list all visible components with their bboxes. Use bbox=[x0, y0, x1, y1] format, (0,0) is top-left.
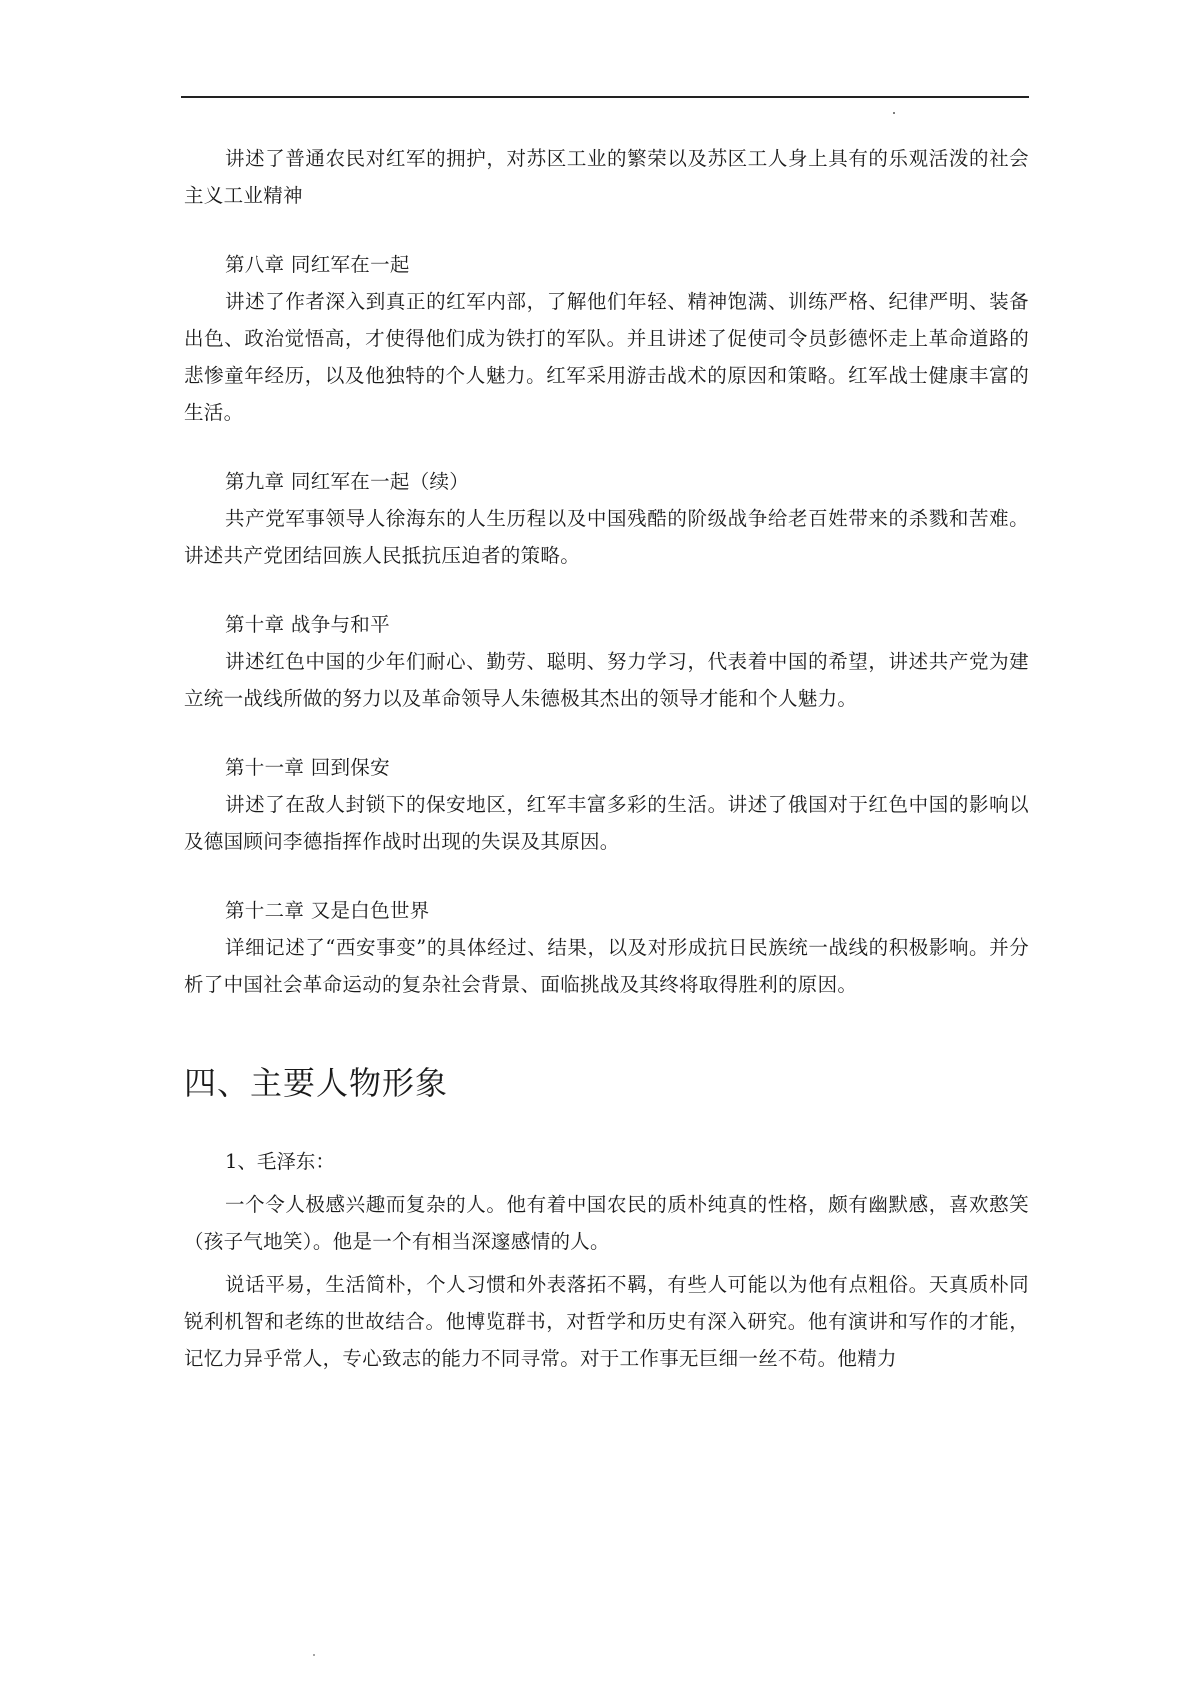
chapter-10-title: 第十章 战争与和平 bbox=[225, 613, 390, 636]
chapter-9-title: 第九章 同红军在一起（续） bbox=[225, 470, 470, 493]
header-rule bbox=[181, 96, 1029, 98]
chapter-8-summary: 讲述了作者深入到真正的红军内部，了解他们年轻、精神饱满、训练严格、纪律严明、装备出色、政治觉悟高，才使得他们成为铁打的军队。并且讲述了促使司令员彭德怀走上革命道路的悲惨童年经历，以及他独特的个人魅力。红军采用游击战术的原因和策略。红军战士健康丰富的生活。 bbox=[184, 290, 1029, 424]
section-heading: 四、主要人物形象 bbox=[184, 1064, 449, 1102]
chapter-10-summary: 讲述红色中国的少年们耐心、勤劳、聪明、努力学习，代表着中国的希望，讲述共产党为建立统一战线所做的努力以及革命领导人朱德极其杰出的领导才能和个人魅力。 bbox=[184, 650, 1029, 710]
intro-paragraph: 讲述了普通农民对红军的拥护，对苏区工业的繁荣以及苏区工人身上具有的乐观活泼的社会主义工业精神 bbox=[184, 147, 1029, 207]
chapter-11-summary: 讲述了在敌人封锁下的保安地区，红军丰富多彩的生活。讲述了俄国对于红色中国的影响以及德国顾问李德指挥作战时出现的失误及其原因。 bbox=[184, 793, 1029, 853]
character-title: 1、毛泽东： bbox=[225, 1150, 335, 1173]
header-mark bbox=[893, 112, 895, 114]
chapter-12-title: 第十二章 又是白色世界 bbox=[225, 899, 430, 922]
character-paragraph: 一个令人极感兴趣而复杂的人。他有着中国农民的质朴纯真的性格，颇有幽默感，喜欢憨笑（孩子气地笑）。他是一个有相当深邃感情的人。 bbox=[184, 1193, 1029, 1253]
footer-mark bbox=[313, 1654, 315, 1656]
chapter-9-summary: 共产党军事领导人徐海东的人生历程以及中国残酷的阶级战争给老百姓带来的杀戮和苦难。讲述共产党团结回族人民抵抗压迫者的策略。 bbox=[184, 507, 1029, 567]
chapter-12-summary: 详细记述了“西安事变”的具体经过、结果，以及对形成抗日民族统一战线的积极影响。并分析了中国社会革命运动的复杂社会背景、面临挑战及其终将取得胜利的原因。 bbox=[184, 936, 1029, 996]
character-paragraph: 说话平易，生活简朴，个人习惯和外表落拓不羁，有些人可能以为他有点粗俗。天真质朴同锐利机智和老练的世故结合。他博览群书，对哲学和历史有深入研究。他有演讲和写作的才能，记忆力异乎常人，专心致志的能力不同寻常。对于工作事无巨细一丝不苟。他精力 bbox=[184, 1273, 1029, 1370]
chapter-8-title: 第八章 同红军在一起 bbox=[225, 253, 410, 276]
document-body bbox=[184, 140, 1029, 1377]
chapter-11-title: 第十一章 回到保安 bbox=[225, 756, 390, 779]
